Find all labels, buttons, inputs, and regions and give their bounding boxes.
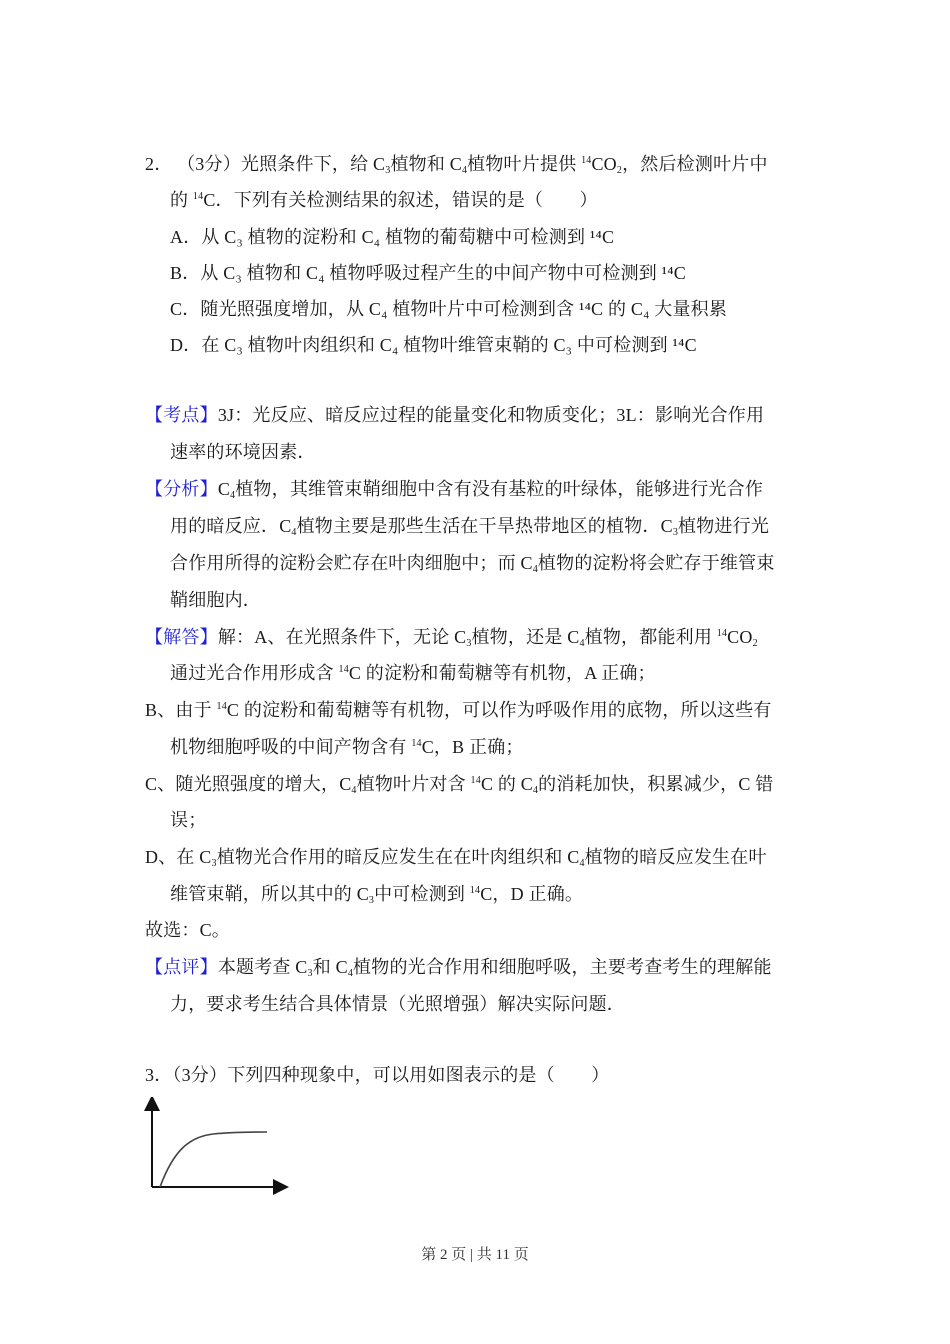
answer-line	[145, 918, 230, 942]
sup: 14	[216, 701, 227, 712]
text: 植物的淀粉将会贮存于维管束	[537, 553, 775, 573]
option-text: 在 C₃ 植物叶肉组织和 C₄ 植物叶维管束鞘的 C₃ 中可检测到 ¹⁴C	[201, 335, 697, 355]
text: D、在 C	[145, 847, 212, 867]
fenxi-line4	[170, 588, 261, 612]
text: 植物叶片对含	[356, 774, 471, 794]
option-label: B．	[170, 263, 201, 283]
dianping-line1	[145, 955, 772, 979]
kaodian-line1	[145, 403, 764, 427]
text: C，D 正确。	[480, 884, 584, 904]
sub: 3	[307, 968, 313, 979]
q2-option-b	[170, 261, 686, 285]
text: 光照条件下，给 C	[240, 154, 386, 174]
sup: 14	[411, 738, 422, 749]
sub: 4	[291, 527, 297, 538]
text: CO	[591, 154, 617, 174]
sub: 4	[347, 968, 354, 979]
sub: 3	[672, 527, 679, 538]
sup: 14	[469, 885, 481, 896]
q2-number: 2．	[145, 154, 173, 174]
text: 通过光合作用形成含	[170, 663, 339, 683]
text: 植物，其维管束鞘细胞中含有没有基粒的叶绿体，能够进行光合作	[235, 479, 764, 499]
fenxi-line1	[145, 477, 763, 501]
page-number: 第 2 页 | 共 11 页	[421, 1247, 529, 1263]
sub: 3	[466, 638, 472, 649]
jieda-line1	[145, 625, 758, 649]
sub: 4	[461, 165, 468, 176]
sup: 14	[581, 155, 592, 166]
q2-option-c	[170, 297, 727, 321]
sup: 14	[338, 664, 349, 675]
text: 植物进行光	[678, 516, 770, 536]
fenxi-line3	[170, 551, 775, 575]
text: 3J：光反应、暗反应过程的能量变化和物质变化；3L：影响光合作用	[217, 405, 765, 425]
q2-score: （3分）	[177, 154, 241, 174]
text: C	[217, 479, 231, 499]
jieda-b-line1	[145, 698, 772, 722]
option-text: 随光照强度增加，从 C₄ 植物叶片中可检测到含 ¹⁴C 的 C₄ 大量积累	[200, 299, 728, 319]
jieda-c-line2	[170, 808, 206, 832]
sup: 14	[470, 775, 481, 786]
text: 解：A、在光照条件下，无论 C	[217, 627, 467, 647]
text: 植物的光合作用和细胞呼吸，主要考查考生的理解能	[353, 957, 772, 977]
sub: 3	[368, 895, 375, 906]
curve-line	[160, 1132, 267, 1187]
dianping-line2	[170, 992, 625, 1016]
dianping-tag: 【点评】	[145, 957, 218, 977]
text: 中可检测到	[374, 884, 470, 904]
jieda-d-line2	[170, 882, 583, 906]
sub: 4	[532, 785, 539, 796]
sub: 2	[616, 165, 623, 176]
option-label: A．	[170, 227, 202, 247]
fenxi-line2	[170, 514, 769, 538]
saturation-curve-figure	[143, 1097, 293, 1197]
jieda-d-line1	[145, 845, 767, 869]
q3-stem	[145, 1063, 609, 1087]
option-text: 从 C₃ 植物和 C₄ 植物呼吸过程产生的中间产物中可检测到 ¹⁴C	[200, 263, 686, 283]
jieda-line2	[170, 661, 656, 685]
sub: 4	[351, 785, 357, 796]
text: 植物和 C	[390, 154, 462, 174]
jieda-tag: 【解答】	[145, 627, 218, 647]
sub: 4	[532, 564, 538, 575]
text: 植物光合作用的暗反应发生在在叶肉组织和 C	[216, 847, 580, 867]
sub: 4	[579, 638, 585, 649]
q2-option-d	[170, 333, 697, 357]
text: 速率的环境因素．	[170, 442, 316, 462]
text: 维管束鞘，所以其中的 C	[170, 884, 369, 904]
page-footer	[0, 1243, 950, 1264]
option-label: C．	[170, 299, 201, 319]
q3-stem-text: 3．（3分）下列四种现象中，可以用如图表示的是（ ）	[145, 1065, 610, 1085]
text: 和 C	[312, 957, 348, 977]
sup: 14	[192, 191, 204, 202]
text: C，B 正确；	[421, 737, 524, 757]
text: 用的暗反应．C	[170, 516, 292, 536]
text: 植物叶片提供	[467, 154, 582, 174]
text: B、由于	[145, 700, 217, 720]
option-text: 从 C₃ 植物的淀粉和 C₄ 植物的葡萄糖中可检测到 ¹⁴C	[201, 227, 615, 247]
text: 的消耗加快，积累减少，C 错	[538, 774, 774, 794]
text: 机物细胞呼吸的中间产物含有	[170, 737, 412, 757]
answer-text: 故选：C。	[145, 920, 231, 940]
q2-option-a	[170, 225, 614, 249]
text: ，然后检测叶片中	[622, 154, 768, 174]
text: C．下列有关检测结果的叙述，错误的是（ ）	[203, 190, 598, 210]
text: 本题考查 C	[217, 957, 308, 977]
text: 合作用所得的淀粉会贮存在叶肉细胞中；而 C	[170, 553, 533, 573]
q2-stem-line2	[170, 188, 598, 212]
sub: 2	[752, 638, 758, 649]
option-label: D．	[170, 335, 202, 355]
text: 误；	[170, 810, 207, 830]
sub: 3	[385, 165, 391, 176]
text: C 的淀粉和葡萄糖等有机物，A 正确；	[348, 663, 656, 683]
kaodian-tag: 【考点】	[145, 405, 218, 425]
jieda-b-line2	[170, 735, 524, 759]
sup: 14	[716, 628, 728, 639]
text: 力，要求考生结合具体情景（光照增强）解决实际问题．	[170, 994, 625, 1014]
text: C 的淀粉和葡萄糖等有机物，可以作为呼吸作用的底物，所以这些有	[226, 700, 772, 720]
sub: 4	[230, 490, 236, 501]
text: C 的 C	[480, 774, 533, 794]
fenxi-tag: 【分析】	[145, 479, 218, 499]
text: 植物的暗反应发生在叶	[584, 847, 767, 867]
text: 植物，还是 C	[471, 627, 580, 647]
jieda-c-line1	[145, 772, 773, 796]
sub: 3	[211, 858, 217, 869]
text: 植物主要是那些生活在干旱热带地区的植物．C	[296, 516, 673, 536]
text: 鞘细胞内．	[170, 590, 261, 610]
sub: 4	[579, 858, 585, 869]
kaodian-line2	[170, 440, 316, 464]
text: C、随光照强度的增大，C	[145, 774, 352, 794]
text: CO	[727, 627, 753, 647]
q2-stem-line1	[145, 152, 768, 176]
text: 的	[170, 190, 193, 210]
text: 植物，都能利用	[584, 627, 717, 647]
